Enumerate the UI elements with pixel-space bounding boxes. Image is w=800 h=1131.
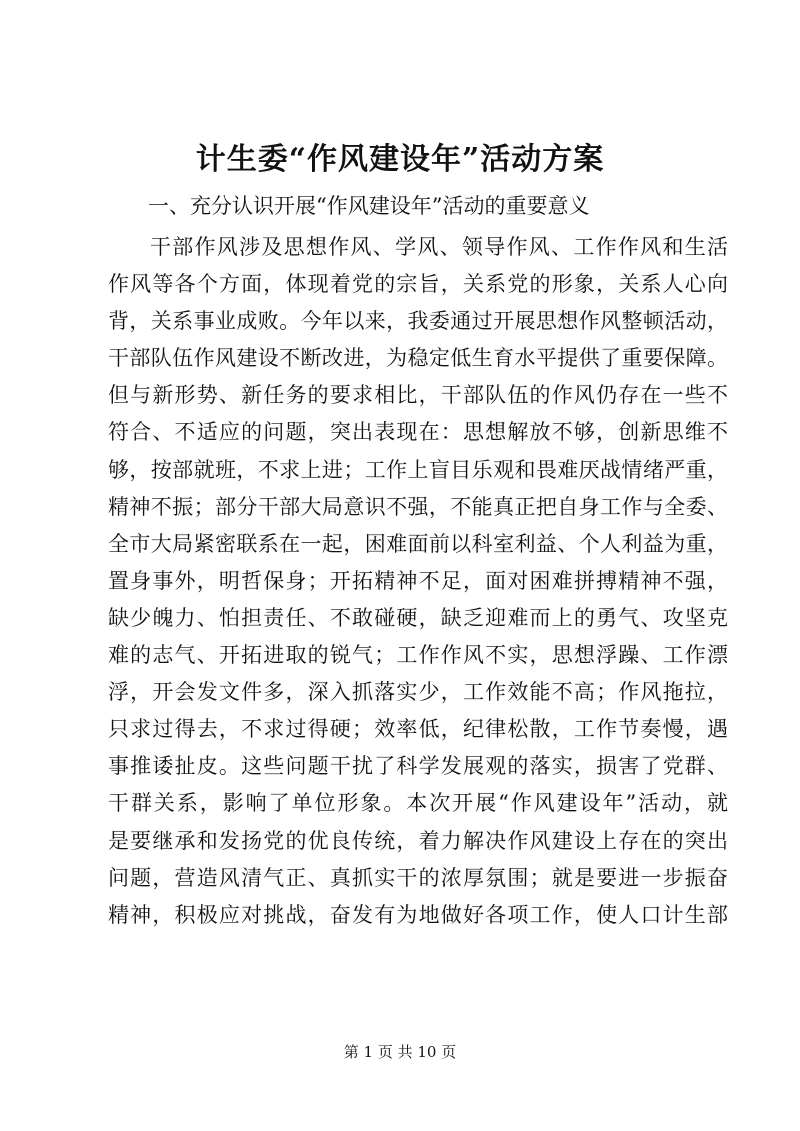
paragraph-line: 够，按部就班，不求上进；工作上盲目乐观和畏难厌战情绪严重， (108, 457, 728, 482)
paragraph-line: 精神，积极应对挑战，奋发有为地做好各项工作，使人口计生部 (108, 902, 728, 927)
paragraph-line: 符合、不适应的问题，突出表现在：思想解放不够，创新思维不 (108, 420, 728, 445)
paragraph-line: 只求过得去，不求过得硬；效率低，纪律松散，工作节奏慢，遇 (108, 717, 728, 742)
paragraph-line: 但与新形势、新任务的要求相比，干部队伍的作风仍存在一些不 (108, 383, 728, 408)
paragraph-line: 是要继承和发扬党的优良传统，着力解决作风建设上存在的突出 (108, 828, 728, 853)
paragraph-line: 作风等各个方面，体现着党的宗旨，关系党的形象，关系人心向 (108, 272, 728, 297)
paragraph-line: 精神不振；部分干部大局意识不强，不能真正把自身工作与全委、 (108, 494, 728, 519)
paragraph-line: 问题，营造风清气正、真抓实干的浓厚氛围；就是要进一步振奋 (108, 865, 728, 890)
page-number-footer: 第 1 页 共 10 页 (343, 1043, 457, 1061)
paragraph-line: 浮，开会发文件多，深入抓落实少，工作效能不高；作风拖拉， (108, 680, 728, 705)
paragraph-line: 干群关系，影响了单位形象。本次开展“作风建设年”活动，就 (108, 791, 728, 816)
paragraph-line: 难的志气、开拓进取的锐气；工作作风不实，思想浮躁、工作漂 (108, 643, 728, 668)
paragraph-line: 全市大局紧密联系在一起，困难面前以科室利益、个人利益为重， (108, 531, 728, 556)
paragraph-line: 置身事外，明哲保身；开拓精神不足，面对困难拼搏精神不强， (108, 568, 728, 593)
body-paragraph (108, 229, 728, 934)
paragraph-line: 背，关系事业成败。今年以来，我委通过开展思想作风整顿活动， (108, 309, 728, 334)
paragraph-line: 干部作风涉及思想作风、学风、领导作风、工作作风和生活 (150, 235, 728, 259)
paragraph-line: 干部队伍作风建设不断改进，为稳定低生育水平提供了重要保障。 (108, 346, 728, 371)
section-heading: 一、充分认识开展“作风建设年”活动的重要意义 (148, 194, 590, 218)
paragraph-line: 缺少魄力、怕担责任、不敢碰硬，缺乏迎难而上的勇气、攻坚克 (108, 605, 728, 630)
paragraph-line: 事推诿扯皮。这些问题干扰了科学发展观的落实，损害了党群、 (108, 754, 728, 779)
document-title: 计生委“作风建设年”活动方案 (195, 142, 605, 177)
